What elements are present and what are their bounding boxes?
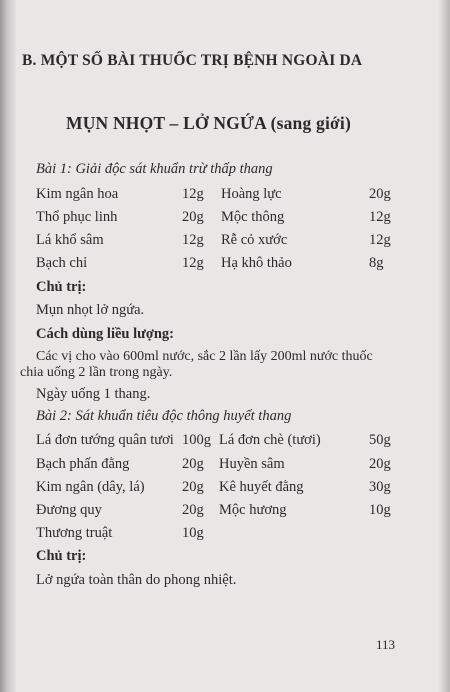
usage-label: Cách dùng liều lượng: xyxy=(36,326,174,342)
dose-text: Ngày uống 1 thang. xyxy=(36,386,151,402)
ingredient-name: Mộc thông xyxy=(221,209,285,225)
ingredient-qty: 12g xyxy=(369,232,391,248)
ingredient-name: Thổ phục linh xyxy=(36,209,118,225)
indication-label: Chủ trị: xyxy=(36,548,87,564)
ingredient-qty: 20g xyxy=(182,502,204,518)
page-gutter-shadow xyxy=(0,0,16,692)
ingredient-name: Huyền sâm xyxy=(219,456,285,472)
recipe2-title: Bài 2: Sát khuẩn tiêu độc thông huyết thang xyxy=(36,408,292,424)
ingredient-name: Kim ngân hoa xyxy=(36,186,119,202)
ingredient-name: Lá đơn chè (tươi) xyxy=(219,432,321,448)
ingredient-name: Kê huyết đằng xyxy=(219,479,304,495)
indication-text: Lở ngứa toàn thân do phong nhiệt. xyxy=(36,572,237,588)
main-title: MỤN NHỌT – LỞ NGỨA (sang giới) xyxy=(66,113,352,133)
ingredient-qty: 20g xyxy=(182,209,204,225)
ingredient-qty: 100g xyxy=(182,432,211,448)
ingredient-qty: 30g xyxy=(369,479,391,495)
ingredient-name: Mộc hương xyxy=(219,502,287,518)
ingredient-qty: 10g xyxy=(182,525,204,541)
page-edge-shadow xyxy=(438,0,450,692)
ingredient-qty: 12g xyxy=(369,209,391,225)
ingredient-name: Thương truật xyxy=(36,525,113,541)
ingredient-name: Hoàng lực xyxy=(221,186,282,202)
ingredient-name: Rễ cỏ xước xyxy=(221,232,288,248)
ingredient-name: Bạch phấn đằng xyxy=(36,456,130,472)
ingredient-qty: 12g xyxy=(182,255,204,271)
ingredient-name: Hạ khô thảo xyxy=(221,255,292,271)
indication-text: Mụn nhọt lở ngứa. xyxy=(36,302,145,318)
ingredient-qty: 12g xyxy=(182,232,204,248)
ingredient-name: Lá đơn tướng quân tươi xyxy=(36,432,174,448)
indication-label: Chủ trị: xyxy=(36,279,87,295)
ingredient-name: Lá khổ sâm xyxy=(36,232,104,248)
ingredient-qty: 12g xyxy=(182,186,204,202)
ingredient-qty: 20g xyxy=(182,456,204,472)
ingredient-qty: 50g xyxy=(369,432,391,448)
recipe1-title: Bài 1: Giải độc sát khuẩn trừ thấp thang xyxy=(36,161,273,177)
usage-text: chia uống 2 lần trong ngày. xyxy=(20,365,173,380)
ingredient-qty: 10g xyxy=(369,502,391,518)
ingredient-qty: 20g xyxy=(182,479,204,495)
ingredient-name: Kim ngân (dây, lá) xyxy=(36,479,145,495)
ingredient-qty: 8g xyxy=(369,255,384,271)
ingredient-name: Đương quy xyxy=(36,502,102,518)
usage-text: Các vị cho vào 600ml nước, sắc 2 lần lấy 200ml nước thuốc xyxy=(36,349,373,364)
page-number: 113 xyxy=(376,637,396,652)
ingredient-qty: 20g xyxy=(369,186,391,202)
ingredient-qty: 20g xyxy=(369,456,391,472)
ingredient-name: Bạch chỉ xyxy=(36,255,88,271)
section-title: B. MỘT SỐ BÀI THUỐC TRỊ BỆNH NGOÀI DA xyxy=(22,52,363,69)
